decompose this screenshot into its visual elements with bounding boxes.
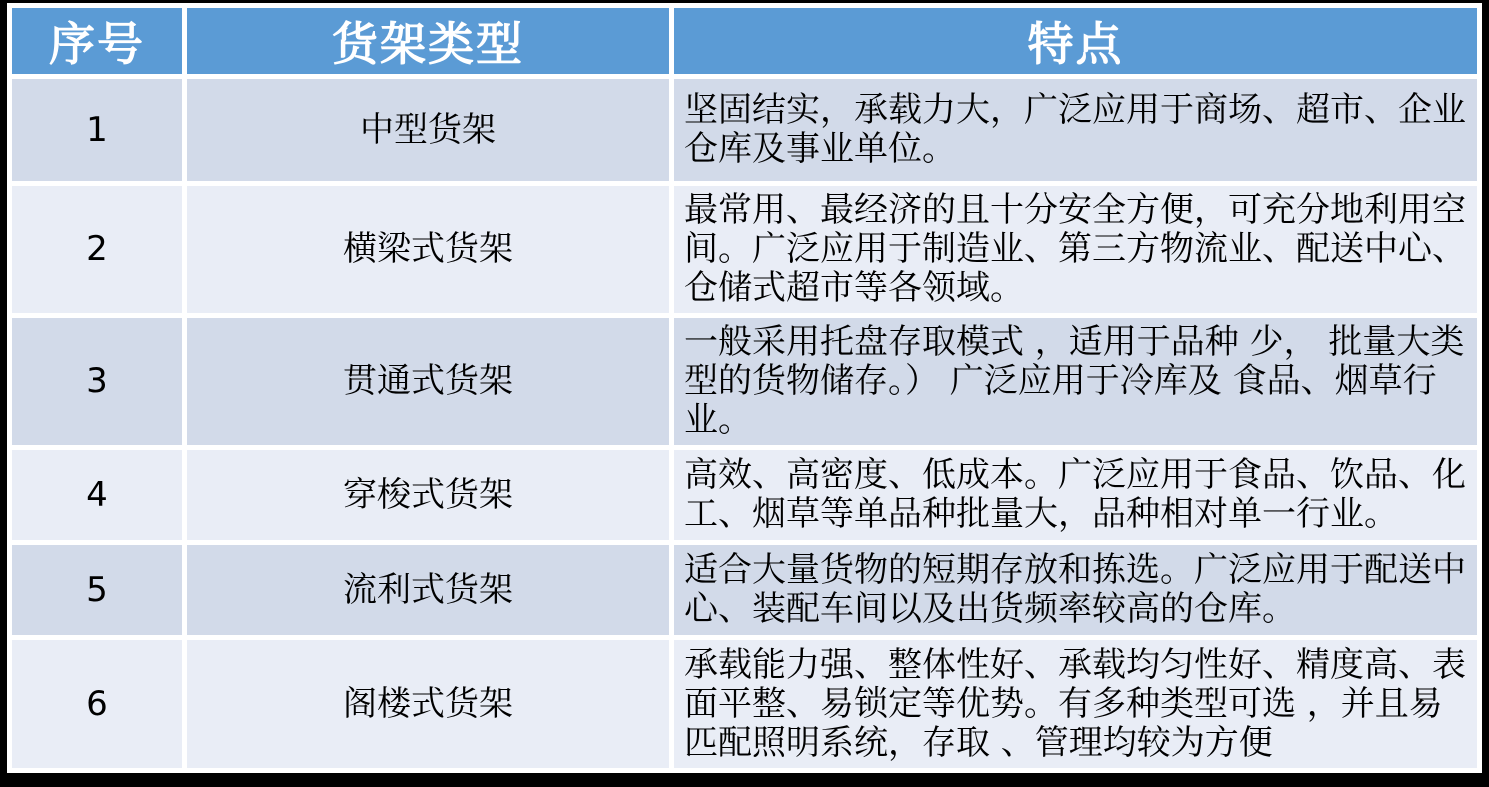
table-row: [12, 545, 1477, 635]
row-index-cell: 4: [12, 450, 182, 540]
row-index-cell: 2: [12, 186, 182, 313]
table-row: [12, 318, 1477, 445]
shelf-type-cell: 流利式货架: [187, 545, 669, 635]
shelf-type-cell: 贯通式货架: [187, 318, 669, 445]
table-surface: [7, 3, 1482, 772]
header-cell-type: 货架类型: [187, 8, 669, 74]
row-index-cell: 5: [12, 545, 182, 635]
header-cell-features: 特点: [674, 8, 1477, 74]
row-index-cell: 6: [12, 640, 182, 768]
table-row: [12, 79, 1477, 181]
row-index-cell: 3: [12, 318, 182, 445]
shelf-types-table: [7, 3, 1482, 773]
shelf-type-cell: 阁楼式货架: [187, 640, 669, 768]
features-cell: 适合大量货物的短期存放和拣选。广泛应用于配送中心、装配车间以及出货频率较高的仓库。: [674, 545, 1477, 635]
shelf-type-cell: 穿梭式货架: [187, 450, 669, 540]
shelf-type-cell: 中型货架: [187, 79, 669, 181]
table-row: [12, 450, 1477, 540]
features-cell: 最常用、最经济的且十分安全方便，可充分地利用空间。广泛应用于制造业、第三方物流业、配送中心、仓储式超市等各领域。: [674, 186, 1477, 313]
features-cell: 坚固结实，承载力大，广泛应用于商场、超市、企业仓库及事业单位。: [674, 79, 1477, 181]
header-cell-no: 序号: [12, 8, 182, 74]
header-row: [12, 8, 1477, 74]
table-row: [12, 186, 1477, 313]
row-index-cell: 1: [12, 79, 182, 181]
shelf-type-cell: 横梁式货架: [187, 186, 669, 313]
features-cell: 一般采用托盘存取模式 ，适用于品种 少， 批量大类型的货物储存。） 广泛应用于冷库及 食品、烟草行业。: [674, 318, 1477, 445]
features-cell: 承载能力强、整体性好、承载均匀性好、精度高、表面平整、易锁定等优势。有多种类型可选 ，并且易匹配照明系统，存取 、管理均较为方便: [674, 640, 1477, 768]
features-cell: 高效、高密度、低成本。广泛应用于食品、饮品、化工、烟草等单品种批量大，品种相对单一行业。: [674, 450, 1477, 540]
table-row: [12, 640, 1477, 768]
